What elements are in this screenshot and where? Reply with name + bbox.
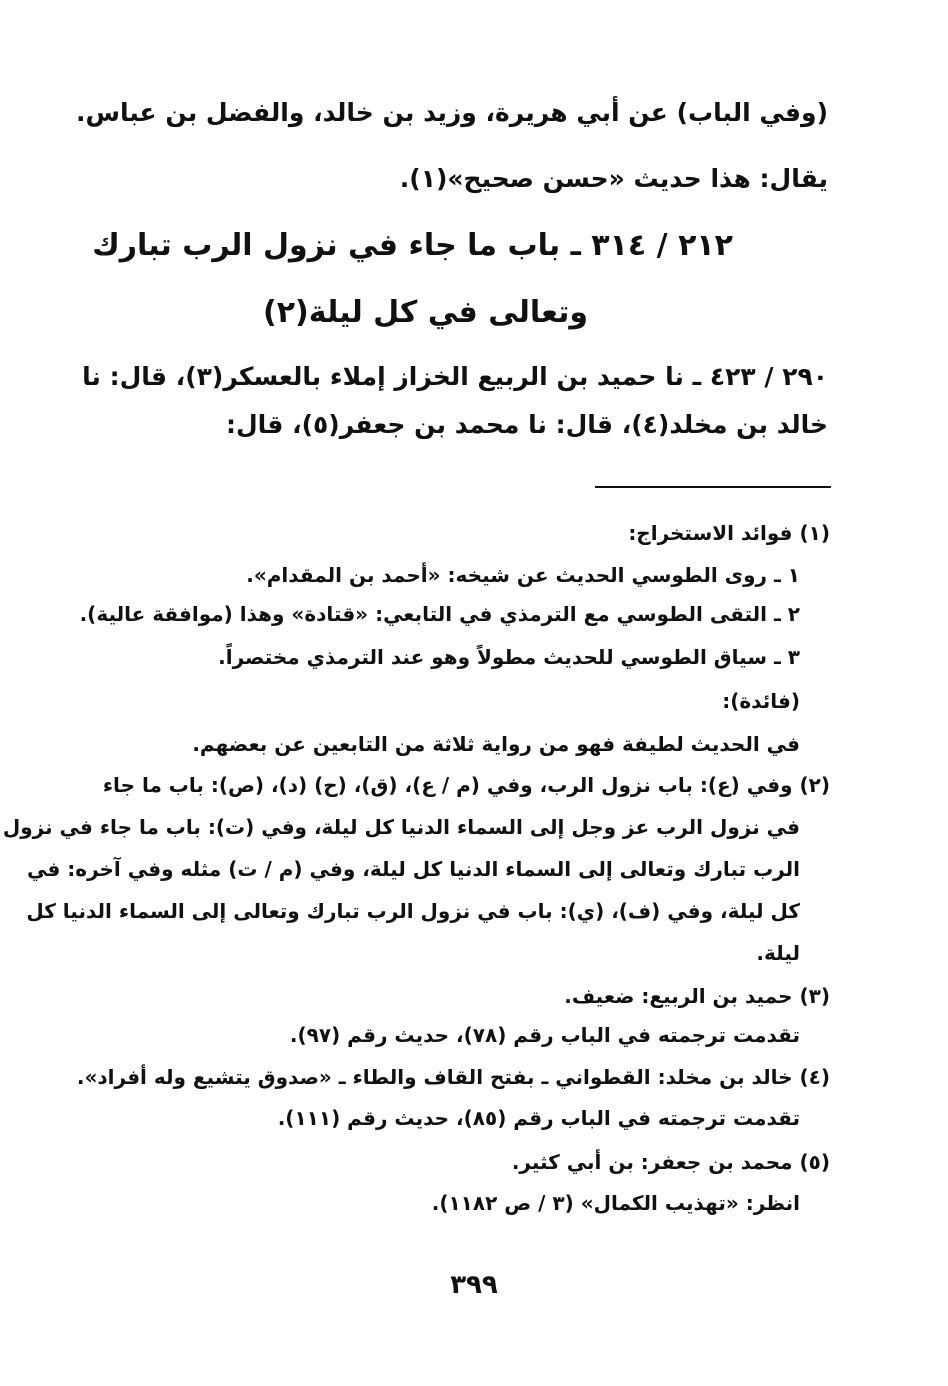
footnote-line: ٣ ـ سياق الطوسي للحديث مطولاً وهو عند الترمذي مختصراً.: [218, 645, 800, 669]
footnote-line: كل ليلة، وفي (ف)، (ي): باب في نزول الرب تبارك وتعالى إلى السماء الدنيا كل: [26, 899, 800, 923]
footnote-separator: [595, 486, 831, 488]
footnote-line: (٥) محمد بن جعفر: بن أبي كثير.: [511, 1150, 830, 1174]
footnote-line: الرب تبارك وتعالى إلى السماء الدنيا كل ليلة، وفي (م / ت) مثله وفي آخره: في: [26, 857, 800, 881]
chapter-heading: ٢١٢ / ٣١٤ ـ باب ما جاء في نزول الرب تبارك: [92, 228, 733, 263]
chapter-note-line: (وفي الباب) عن أبي هريرة، وزيد بن خالد، والفضل بن عباس.: [75, 98, 828, 127]
footnote-line: تقدمت ترجمته في الباب رقم (٧٨)، حديث رقم (٩٧).: [289, 1023, 800, 1047]
footnote-line: (٢) وفي (ع): باب نزول الرب، وفي (م / ع)، (ق)، (ح) (د)، (ص): باب ما جاء: [102, 773, 830, 797]
footnote-line: ٢ ـ التقى الطوسي مع الترمذي في التابعي: «قتادة» وهذا (موافقة عالية).: [79, 602, 800, 626]
footnote-line: ليلة.: [756, 941, 800, 965]
hadith-grade-line: يقال: هذا حديث «حسن صحيح»(١).: [399, 164, 828, 193]
footnote-line: ١ ـ روى الطوسي الحديث عن شيخه: «أحمد بن المقدام».: [246, 563, 800, 587]
footnote-line: (٤) خالد بن مخلد: القطواني ـ بفتح القاف والطاء ـ «صدوق يتشيع وله أفراد».: [76, 1065, 830, 1089]
footnote-line: تقدمت ترجمته في الباب رقم (٨٥)، حديث رقم (١١١).: [277, 1106, 800, 1130]
hadith-chain-line: ٢٩٠ / ٤٢٣ ـ نا حميد بن الربيع الخزاز إملاء بالعسكر(٣)، قال: نا: [82, 362, 828, 391]
footnote-line: (١) فوائد الاستخراج:: [628, 521, 830, 545]
footnote-line: في نزول الرب عز وجل إلى السماء الدنيا كل ليلة، وفي (ت): باب ما جاء في نزول: [2, 815, 800, 839]
chapter-heading-continued: وتعالى في كل ليلة(٢): [263, 295, 588, 330]
footnote-line: (فائدة):: [722, 689, 800, 713]
footnote-line: (٣) حميد بن الربيع: ضعيف.: [564, 984, 830, 1008]
hadith-chain-line: خالد بن مخلد(٤)، قال: نا محمد بن جعفر(٥)، قال:: [225, 410, 828, 439]
footnote-line: في الحديث لطيفة فهو من رواية ثلاثة من التابعين عن بعضهم.: [192, 732, 800, 756]
page-number: ٣٩٩: [450, 1270, 498, 1300]
footnote-line: انظر: «تهذيب الكمال» (٣ / ص ١١٨٢).: [431, 1191, 800, 1215]
